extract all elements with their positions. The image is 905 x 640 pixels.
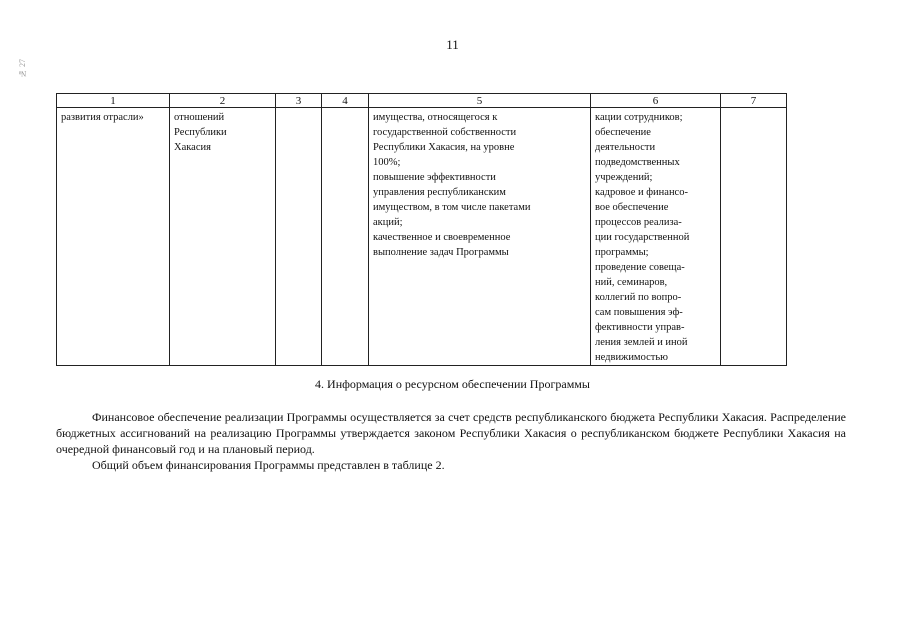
cell-text-line: кации сотрудников; xyxy=(595,112,683,123)
page-number: 11 xyxy=(446,37,459,52)
cell-text-line: деятельности xyxy=(595,142,656,153)
margin-stamp: № 27 xyxy=(18,59,27,78)
cell-text-line: развития отрасли» xyxy=(61,112,144,123)
cell-text-line: отношений xyxy=(174,112,225,123)
cell-text-line: фективности управ- xyxy=(595,322,685,333)
column-header: 5 xyxy=(369,94,591,108)
cell-text-line: недвижимостью xyxy=(595,352,668,363)
column-header: 2 xyxy=(170,94,276,108)
cell-text-line: Республики Хакасия, на уровне xyxy=(373,142,515,153)
column-header: 1 xyxy=(57,94,170,108)
section-heading: 4. Информация о ресурсном обеспечении Программы xyxy=(315,377,590,391)
table-row xyxy=(57,108,787,366)
table-cell-col7 xyxy=(721,108,787,366)
paragraph-volume-text: Общий объем финансирования Программы представлен в таблице 2. xyxy=(92,458,445,472)
cell-text-line: имуществом, в том числе пакетами xyxy=(373,202,531,213)
cell-text-line: выполнение задач Программы xyxy=(373,247,509,258)
cell-text-line: ления землей и иной xyxy=(595,337,688,348)
cell-text-line: подведомственных xyxy=(595,157,680,168)
table-cell-col6 xyxy=(591,108,721,366)
table-cell-col1 xyxy=(57,108,170,366)
column-header: 4 xyxy=(322,94,369,108)
cell-text-line: повышение эффективности xyxy=(373,172,496,183)
paragraph-volume xyxy=(56,457,846,473)
cell-text-line: Хакасия xyxy=(174,142,211,153)
paragraph-financing xyxy=(56,409,846,457)
cell-text-line: Республики xyxy=(174,127,227,138)
table-cell-col4 xyxy=(322,108,369,366)
cell-text-line: сам повышения эф- xyxy=(595,307,683,318)
table-header-row xyxy=(57,94,787,108)
cell-text-line: коллегий по вопро- xyxy=(595,292,682,303)
cell-text-line: программы; xyxy=(595,247,649,258)
column-header: 7 xyxy=(721,94,787,108)
cell-text-line: вое обеспечение xyxy=(595,202,669,213)
cell-text-line: проведение совеща- xyxy=(595,262,685,273)
column-header: 3 xyxy=(276,94,322,108)
cell-text-line: учреждений; xyxy=(595,172,653,183)
cell-text-line: процессов реализа- xyxy=(595,217,682,228)
table-cell-col5 xyxy=(369,108,591,366)
program-table xyxy=(56,93,787,366)
table-cell-col3 xyxy=(276,108,322,366)
cell-text-line: имущества, относящегося к xyxy=(373,112,498,123)
cell-text-line: управления республиканским xyxy=(373,187,506,198)
cell-text-line: 100%; xyxy=(373,157,401,168)
cell-text-line: государственной собственности xyxy=(373,127,517,138)
paragraph-financing-text: Финансовое обеспечение реализации Программы осуществляется за счет средств республиканского бюджета Республики Хакасия. Распределение бюджетных ассигнований на реализацию Программы утверждается законом Республики Хакасия о республиканском бюджете Республики Хакасия на очередной финансовый год и на плановый период. xyxy=(56,410,846,456)
cell-text-line: ции государственной xyxy=(595,232,690,243)
cell-text-line: кадровое и финансо- xyxy=(595,187,688,198)
cell-text-line: ний, семинаров, xyxy=(595,277,668,288)
column-header: 6 xyxy=(591,94,721,108)
cell-text-line: качественное и своевременное xyxy=(373,232,511,243)
cell-text-line: акций; xyxy=(373,217,403,228)
table-cell-col2 xyxy=(170,108,276,366)
cell-text-line: обеспечение xyxy=(595,127,651,138)
